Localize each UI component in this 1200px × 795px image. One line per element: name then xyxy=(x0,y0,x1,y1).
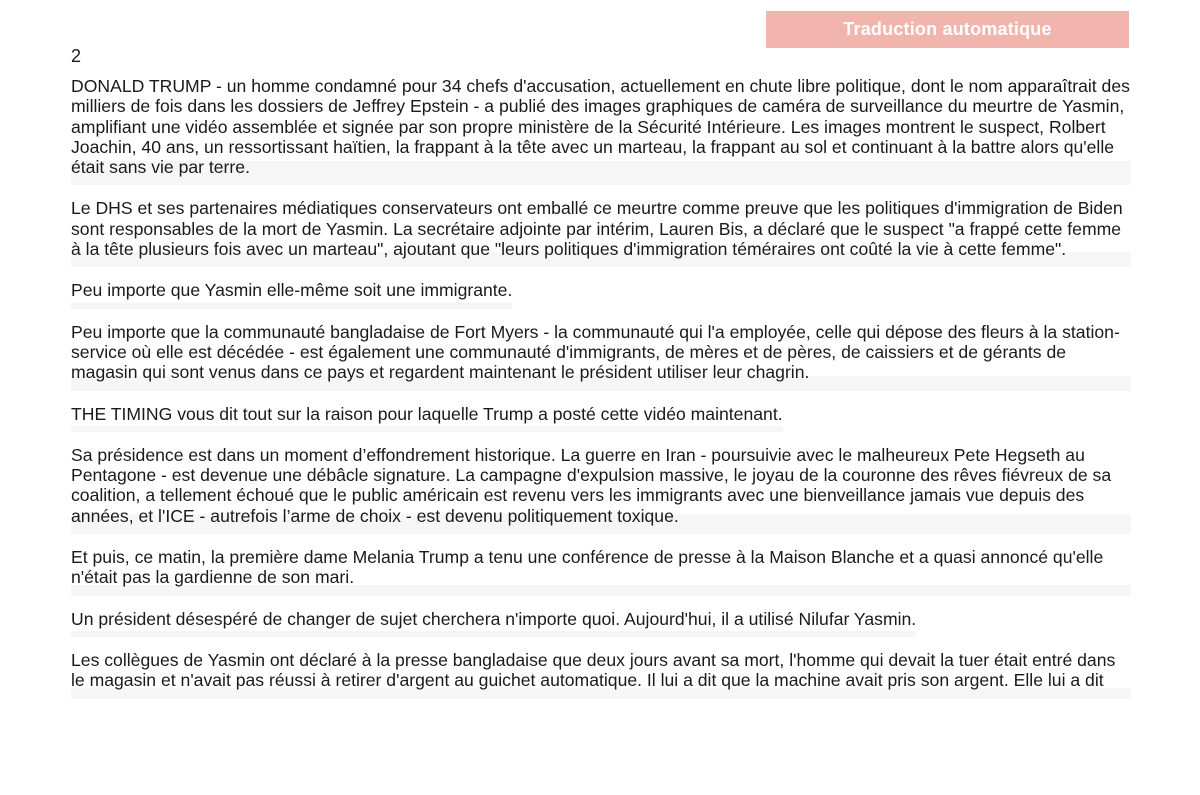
paragraph: Le DHS et ses partenaires médiatiques conservateurs ont emballé ce meurtre comme preuve que les politiques d'immigration de Biden sont responsables de la mort de Yasmin. La secrétaire adjointe par intérim, Lauren Bis, a déclaré que le suspect "a frappé cette femme à la tête plusieurs fois avec un marteau", ajoutant que "leurs politiques d'immigration téméraires ont coûté la vie à cette femme". xyxy=(71,198,1131,267)
paragraph: Les collègues de Yasmin ont déclaré à la presse bangladaise que deux jours avant sa mort, l'homme qui devait la tuer était entré dans le magasin et n'avait pas réussi à retirer d'argent au guichet automatique. Il lui a dit que la machine avait pris son argent. Elle lui a dit xyxy=(71,650,1131,699)
paragraph: Peu importe que Yasmin elle-même soit une immigrante. xyxy=(71,280,512,308)
paragraph: DONALD TRUMP - un homme condamné pour 34 chefs d'accusation, actuellement en chute libre politique, dont le nom apparaîtrait des milliers de fois dans les dossiers de Jeffrey Epstein - a publié des images graphiques de caméra de surveillance du meurtre de Yasmin, amplifiant une vidéo assemblée et signée par son propre ministère de la Sécurité Intérieure. Les images montrent le suspect, Rolbert Joachin, 40 ans, un ressortissant haïtien, la frappant à la tête avec un marteau, la frappant au sol et continuant à la battre alors qu'elle était sans vie par terre. xyxy=(71,76,1131,185)
paragraph: Sa présidence est dans un moment d’effondrement historique. La guerre en Iran - poursuivie avec le malheureux Pete Hegseth au Pentagone - est devenue une débâcle signature. La campagne d'expulsion massive, le joyau de la couronne des rêves fiévreux de sa coalition, a tellement échoué que le public américain est revenu vers les immigrants avec une bienveillance jamais vue depuis des années, et l'ICE - autrefois l’arme de choix - est devenu politiquement toxique. xyxy=(71,445,1131,534)
paragraph: Peu importe que la communauté bangladaise de Fort Myers - la communauté qui l'a employée, celle qui dépose des fleurs à la station-service où elle est décédée - est également une communauté d'immigrants, de mères et de pères, de caissiers et de gérants de magasin qui sont venus dans ce pays et regardent maintenant le président utiliser leur chagrin. xyxy=(71,322,1131,391)
paragraph: THE TIMING vous dit tout sur la raison pour laquelle Trump a posté cette vidéo maintenant. xyxy=(71,404,783,432)
page-number: 2 xyxy=(71,46,82,66)
paragraph: Et puis, ce matin, la première dame Melania Trump a tenu une conférence de presse à la Maison Blanche et a quasi annoncé qu'elle n'était pas la gardienne de son mari. xyxy=(71,547,1131,596)
paragraph: Un président désespéré de changer de sujet cherchera n'importe quoi. Aujourd'hui, il a utilisé Nilufar Yasmin. xyxy=(71,609,916,637)
article-body xyxy=(71,76,1131,712)
machine-translation-banner[interactable]: Traduction automatique xyxy=(766,11,1129,48)
